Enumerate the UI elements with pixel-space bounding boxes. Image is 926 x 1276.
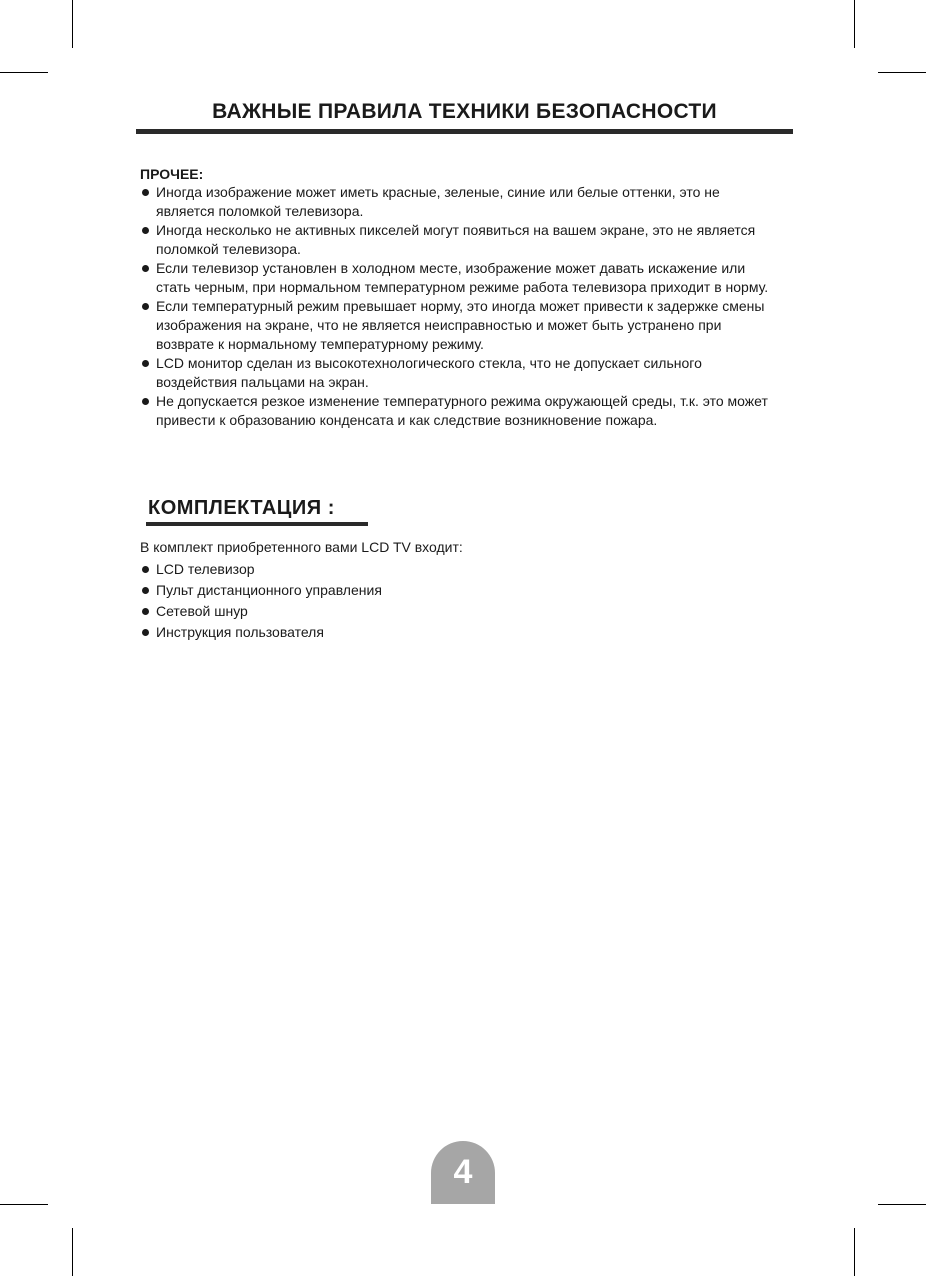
kit-list-item: Пульт дистанционного управления — [140, 580, 382, 601]
kit-list-item: LCD телевизор — [140, 559, 382, 580]
page-title: ВАЖНЫЕ ПРАВИЛА ТЕХНИКИ БЕЗОПАСНОСТИ — [212, 100, 717, 123]
kit-heading-underline — [146, 522, 368, 526]
list-item: Если температурный режим превышает норму, это иногда может привести к задержке смены изображения на экране, что не является неисправностью и может быть устранено при возврате к нормальному температурному режиму. — [140, 297, 780, 354]
crop-mark — [72, 1228, 73, 1276]
crop-mark — [72, 0, 73, 48]
list-item: Не допускается резкое изменение температурного режима окружающей среды, т.к. это может привести к образованию конденсата и как следствие возникновение пожара. — [140, 392, 780, 430]
crop-mark — [854, 0, 855, 48]
title-underline — [136, 129, 793, 134]
crop-mark — [0, 72, 48, 73]
kit-section-heading: КОМПЛЕКТАЦИЯ : — [148, 497, 335, 519]
list-item: Если телевизор установлен в холодном месте, изображение может давать искажение или стать черным, при нормальном температурном режиме работа телевизора приходит в норму. — [140, 259, 780, 297]
crop-mark — [854, 1228, 855, 1276]
kit-list-item: Инструкция пользователя — [140, 622, 382, 643]
kit-list-item: Сетевой шнур — [140, 601, 382, 622]
list-item: LCD монитор сделан из высокотехнологического стекла, что не допускает сильного воздействия пальцами на экран. — [140, 354, 780, 392]
other-section-list — [140, 183, 780, 430]
crop-mark — [878, 1204, 926, 1205]
kit-list — [140, 559, 382, 643]
crop-mark — [0, 1204, 48, 1205]
page-number: 4 — [453, 1153, 473, 1191]
list-item: Иногда изображение может иметь красные, зеленые, синие или белые оттенки, это не является поломкой телевизора. — [140, 183, 780, 221]
kit-intro: В комплект приобретенного вами LCD TV входит: — [140, 539, 463, 555]
crop-mark — [878, 72, 926, 73]
list-item: Иногда несколько не активных пикселей могут появиться на вашем экране, это не является поломкой телевизора. — [140, 221, 780, 259]
page-number-tab — [431, 1141, 495, 1204]
other-section-heading: ПРОЧЕЕ: — [140, 166, 204, 182]
